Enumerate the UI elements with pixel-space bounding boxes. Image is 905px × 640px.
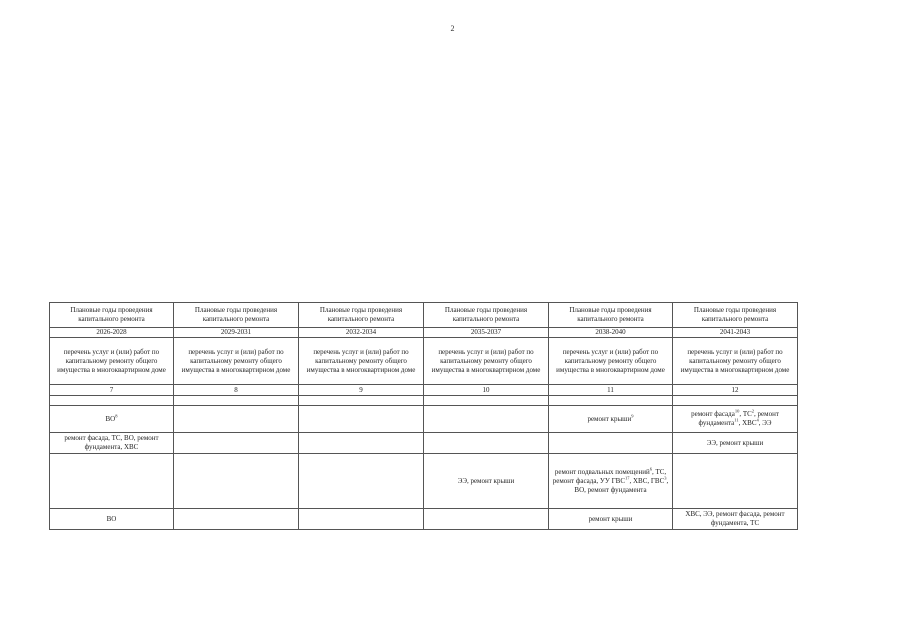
- header-row-title: [50, 303, 798, 328]
- cell-text: ЭЭ, ремонт крыши: [706, 438, 764, 447]
- footnote-mark: 8: [115, 413, 118, 419]
- column-description: перечень услуг и (или) работ по капитальному ремонту общего имущества в многоквартирном доме: [424, 338, 549, 385]
- cell-text: ремонт подвальных помещений: [554, 467, 650, 476]
- empty-cell: [174, 396, 299, 406]
- column-description: перечень услуг и (или) работ по капитальному ремонту общего имущества в многоквартирном доме: [50, 338, 174, 385]
- footnote-mark: 10: [734, 408, 740, 414]
- footnote-mark: 4: [756, 417, 759, 423]
- column-years: 2035-2037: [424, 328, 549, 338]
- work-cell: [299, 406, 424, 433]
- work-cell: [299, 454, 424, 509]
- column-number: 7: [50, 385, 174, 396]
- table-row: [50, 433, 798, 454]
- empty-cell: [50, 396, 174, 406]
- work-cell: [50, 454, 174, 509]
- work-cell: [299, 433, 424, 454]
- empty-cell: [673, 396, 798, 406]
- column-description: перечень услуг и (или) работ по капитальному ремонту общего имущества в многоквартирном доме: [673, 338, 798, 385]
- cell-text: , ЭЭ: [758, 419, 772, 427]
- cell-text: , ремонт фундамента: [698, 410, 779, 427]
- capital-repair-plan-table: [49, 302, 798, 530]
- column-years: 2032-2034: [299, 328, 424, 338]
- cell-text: , ХВС: [738, 419, 757, 427]
- footnote-mark: 17: [624, 475, 630, 481]
- table-row: [50, 454, 798, 509]
- spacer-row: [50, 396, 798, 406]
- cell-text: ремонт фасада, ТС, ВО, ремонт фундамента, ХВС: [64, 434, 159, 451]
- work-cell: [673, 406, 798, 433]
- column-description: перечень услуг и (или) работ по капитальному ремонту общего имущества в многоквартирном доме: [299, 338, 424, 385]
- empty-cell: [549, 396, 673, 406]
- cell-text: ремонт фасада: [691, 410, 735, 418]
- column-years: 2029-2031: [174, 328, 299, 338]
- footnote-mark: 3: [664, 475, 667, 481]
- work-cell: [424, 454, 549, 509]
- column-years: 2026-2028: [50, 328, 174, 338]
- cell-text: , ВО, ремонт фундамента: [574, 476, 669, 494]
- work-cell: [50, 406, 174, 433]
- work-cell: [424, 433, 549, 454]
- column-number: 11: [549, 385, 673, 396]
- work-cell: [50, 433, 174, 454]
- column-title: Плановые годы проведения капитального ремонта: [549, 303, 673, 328]
- column-description: перечень услуг и (или) работ по капитальному ремонту общего имущества в многоквартирном доме: [549, 338, 673, 385]
- cell-text: ремонт крыши: [587, 414, 632, 423]
- column-title: Плановые годы проведения капитального ремонта: [673, 303, 798, 328]
- empty-cell: [424, 396, 549, 406]
- column-title: Плановые годы проведения капитального ремонта: [299, 303, 424, 328]
- footnote-mark: 6: [649, 466, 652, 472]
- footnote-mark: 9: [631, 413, 634, 419]
- cell-text: , ТС, ремонт фасада, УУ ГВС: [552, 467, 667, 485]
- column-number: 8: [174, 385, 299, 396]
- column-description: перечень услуг и (или) работ по капитальному ремонту общего имущества в многоквартирном доме: [174, 338, 299, 385]
- work-cell: [50, 509, 174, 530]
- work-cell: [174, 406, 299, 433]
- work-cell: [549, 406, 673, 433]
- work-cell: [174, 509, 299, 530]
- cell-text: ВО: [105, 414, 116, 423]
- work-cell: [424, 509, 549, 530]
- column-years: 2038-2040: [549, 328, 673, 338]
- header-row-years: [50, 328, 798, 338]
- work-cell: [673, 433, 798, 454]
- column-number: 12: [673, 385, 798, 396]
- footnote-mark: 11: [734, 417, 739, 423]
- work-cell: [299, 509, 424, 530]
- cell-text: ХВС, ЭЭ, ремонт фасада, ремонт фундамента, ТС: [685, 510, 785, 527]
- column-title: Плановые годы проведения капитального ремонта: [50, 303, 174, 328]
- page-number: 2: [450, 24, 455, 33]
- work-cell: [549, 433, 673, 454]
- cell-text: ВО: [106, 514, 117, 523]
- column-title: Плановые годы проведения капитального ремонта: [424, 303, 549, 328]
- cell-text: ЭЭ, ремонт крыши: [457, 476, 515, 485]
- table-row: [50, 509, 798, 530]
- work-cell: [424, 406, 549, 433]
- column-title: Плановые годы проведения капитального ремонта: [174, 303, 299, 328]
- column-years: 2041-2043: [673, 328, 798, 338]
- work-cell: [549, 509, 673, 530]
- work-cell: [549, 454, 673, 509]
- cell-text: , ТС: [739, 410, 752, 418]
- work-cell: [673, 454, 798, 509]
- table-row: [50, 406, 798, 433]
- header-row-numbers: [50, 385, 798, 396]
- work-cell: [174, 454, 299, 509]
- column-number: 10: [424, 385, 549, 396]
- header-row-description: [50, 338, 798, 385]
- work-cell: [174, 433, 299, 454]
- cell-text: ремонт крыши: [588, 514, 633, 523]
- footnote-mark: 2: [751, 408, 755, 414]
- empty-cell: [299, 396, 424, 406]
- column-number: 9: [299, 385, 424, 396]
- cell-text: , ХВС, ГВС: [629, 476, 665, 485]
- work-cell: [673, 509, 798, 530]
